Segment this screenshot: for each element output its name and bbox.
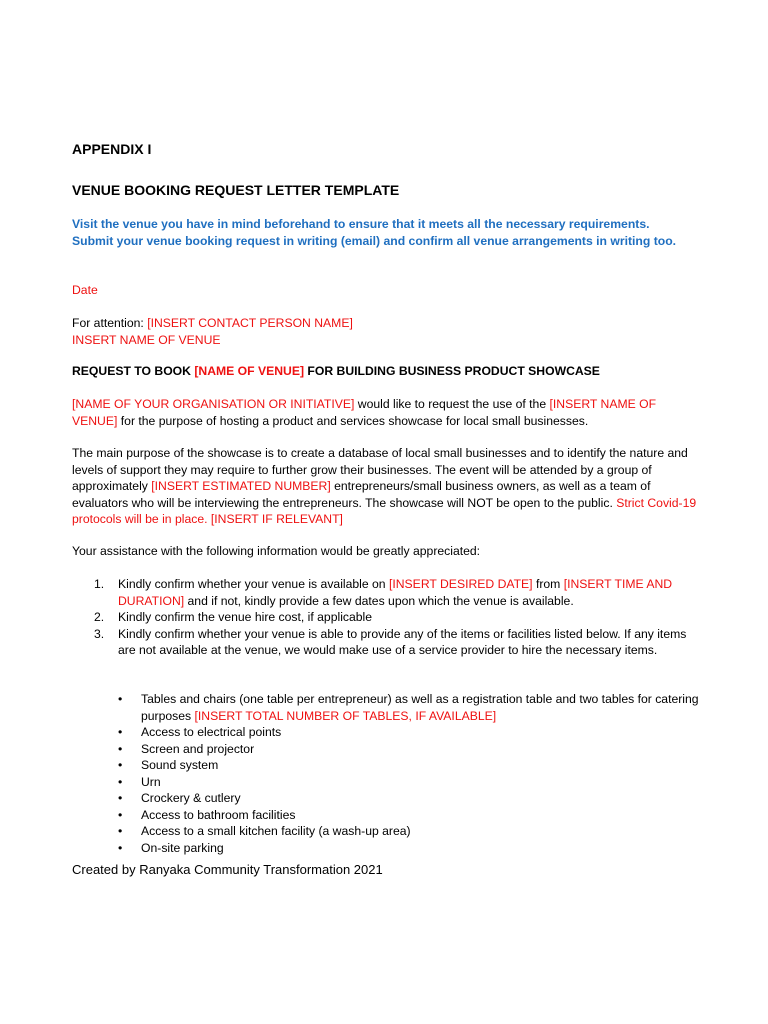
list-item <box>72 626 704 659</box>
paragraph-purpose-text-2: entrepreneurs/small business owners, as well as a team of evaluators who will be interviewing the entrepreneurs. The showcase will NOT be open to the public. <box>72 479 651 510</box>
contact-person-placeholder: [INSERT CONTACT PERSON NAME] <box>147 316 353 330</box>
estimated-number-placeholder: [INSERT ESTIMATED NUMBER] <box>151 479 331 493</box>
bullet-item <box>72 691 704 724</box>
bullet-item <box>72 790 704 807</box>
bullet-item <box>72 774 704 791</box>
paragraph-request-text-2: for the purpose of hosting a product and services showcase for local small businesses. <box>117 413 589 428</box>
numbered-request-list <box>72 576 704 659</box>
paragraph-request <box>72 396 704 429</box>
list-number: 1. <box>94 577 105 591</box>
intro-line-1: Visit the venue you have in mind beforehand to ensure that it meets all the necessary requirements. <box>72 217 650 231</box>
list-item <box>72 576 704 609</box>
appendix-heading: APPENDIX I <box>72 141 152 157</box>
subject-part-3: FOR BUILDING BUSINESS PRODUCT SHOWCASE <box>304 364 600 378</box>
attention-line <box>72 315 704 332</box>
bullet-text: On-site parking <box>141 840 224 855</box>
date-placeholder: Date <box>72 283 98 297</box>
time-duration-placeholder: [INSERT TIME AND DURATION] <box>118 577 673 608</box>
tables-number-placeholder: [INSERT TOTAL NUMBER OF TABLES, IF AVAILABLE] <box>194 708 497 723</box>
paragraph-purpose <box>72 445 704 528</box>
bullet-icon: • <box>118 758 123 772</box>
list-item-text: Kindly confirm whether your venue is able to provide any of the items or facilities listed below. If any items are not available at the venue, we would make use of a service provider to hire the necessary items. <box>118 626 687 657</box>
venue-placeholder: [INSERT NAME OF VENUE] <box>72 397 657 428</box>
paragraph-request-text-1: would like to request the use of the <box>354 397 550 411</box>
facilities-bullet-list <box>72 691 704 856</box>
list-number: 3. <box>94 626 105 641</box>
paragraph-purpose-text-1: The main purpose of the showcase is to create a database of local small businesses and to identify the nature and levels of support they may require to further grow their businesses. The event will be attended by a group of approximately <box>72 446 688 493</box>
subject-line <box>72 363 704 380</box>
bullet-icon: • <box>118 840 123 855</box>
organisation-placeholder: [NAME OF YOUR ORGANISATION OR INITIATIVE] <box>72 397 355 411</box>
bullet-icon: • <box>118 791 123 805</box>
bullet-text: Sound system <box>141 758 219 772</box>
list-number: 2. <box>94 610 105 624</box>
list-item-text: from <box>532 577 564 591</box>
bullet-item <box>72 741 704 758</box>
venue-name-placeholder: INSERT NAME OF VENUE <box>72 332 221 347</box>
footer-credit: Created by Ranyaka Community Transformation 2021 <box>72 862 383 877</box>
list-item <box>72 609 704 626</box>
attention-block <box>72 315 704 348</box>
bullet-item <box>72 807 704 824</box>
bullet-text: Access to electrical points <box>141 725 282 739</box>
subject-part-1: REQUEST TO BOOK <box>72 364 195 378</box>
bullet-icon: • <box>118 692 123 706</box>
bullet-item <box>72 823 704 840</box>
bullet-icon: • <box>118 807 123 822</box>
list-item-text: Kindly confirm the venue hire cost, if applicable <box>118 610 373 624</box>
bullet-text: Access to a small kitchen facility (a wash-up area) <box>141 824 411 838</box>
bullet-text: Crockery & cutlery <box>141 791 241 805</box>
list-item-text: and if not, kindly provide a few dates upon which the venue is available. <box>184 593 574 608</box>
bullet-text: Urn <box>141 774 161 789</box>
desired-date-placeholder: [INSERT DESIRED DATE] <box>388 577 533 591</box>
bullet-item <box>72 840 704 857</box>
bullet-icon: • <box>118 725 123 739</box>
bullet-icon: • <box>118 824 123 838</box>
list-item-text: Kindly confirm whether your venue is available on <box>118 577 389 591</box>
covid-protocols-placeholder: Strict Covid-19 protocols will be in place. [INSERT IF RELEVANT] <box>72 495 697 526</box>
bullet-icon: • <box>118 741 123 756</box>
bullet-item <box>72 724 704 741</box>
intro-instructions <box>72 216 712 249</box>
bullet-text: Screen and projector <box>141 741 255 756</box>
subject-venue-placeholder: [NAME OF VENUE] <box>194 364 305 378</box>
attention-label: For attention: <box>72 316 148 330</box>
bullet-text: Tables and chairs (one table per entrepreneur) as well as a registration table and two tables for catering purposes <box>141 692 699 723</box>
intro-line-2: Submit your venue booking request in writing (email) and confirm all venue arrangements in writing too. <box>72 233 677 248</box>
paragraph-assistance: Your assistance with the following information would be greatly appreciated: <box>72 544 481 558</box>
document-title: VENUE BOOKING REQUEST LETTER TEMPLATE <box>72 182 400 198</box>
bullet-item <box>72 757 704 774</box>
bullet-icon: • <box>118 774 123 789</box>
bullet-text: Access to bathroom facilities <box>141 807 296 822</box>
